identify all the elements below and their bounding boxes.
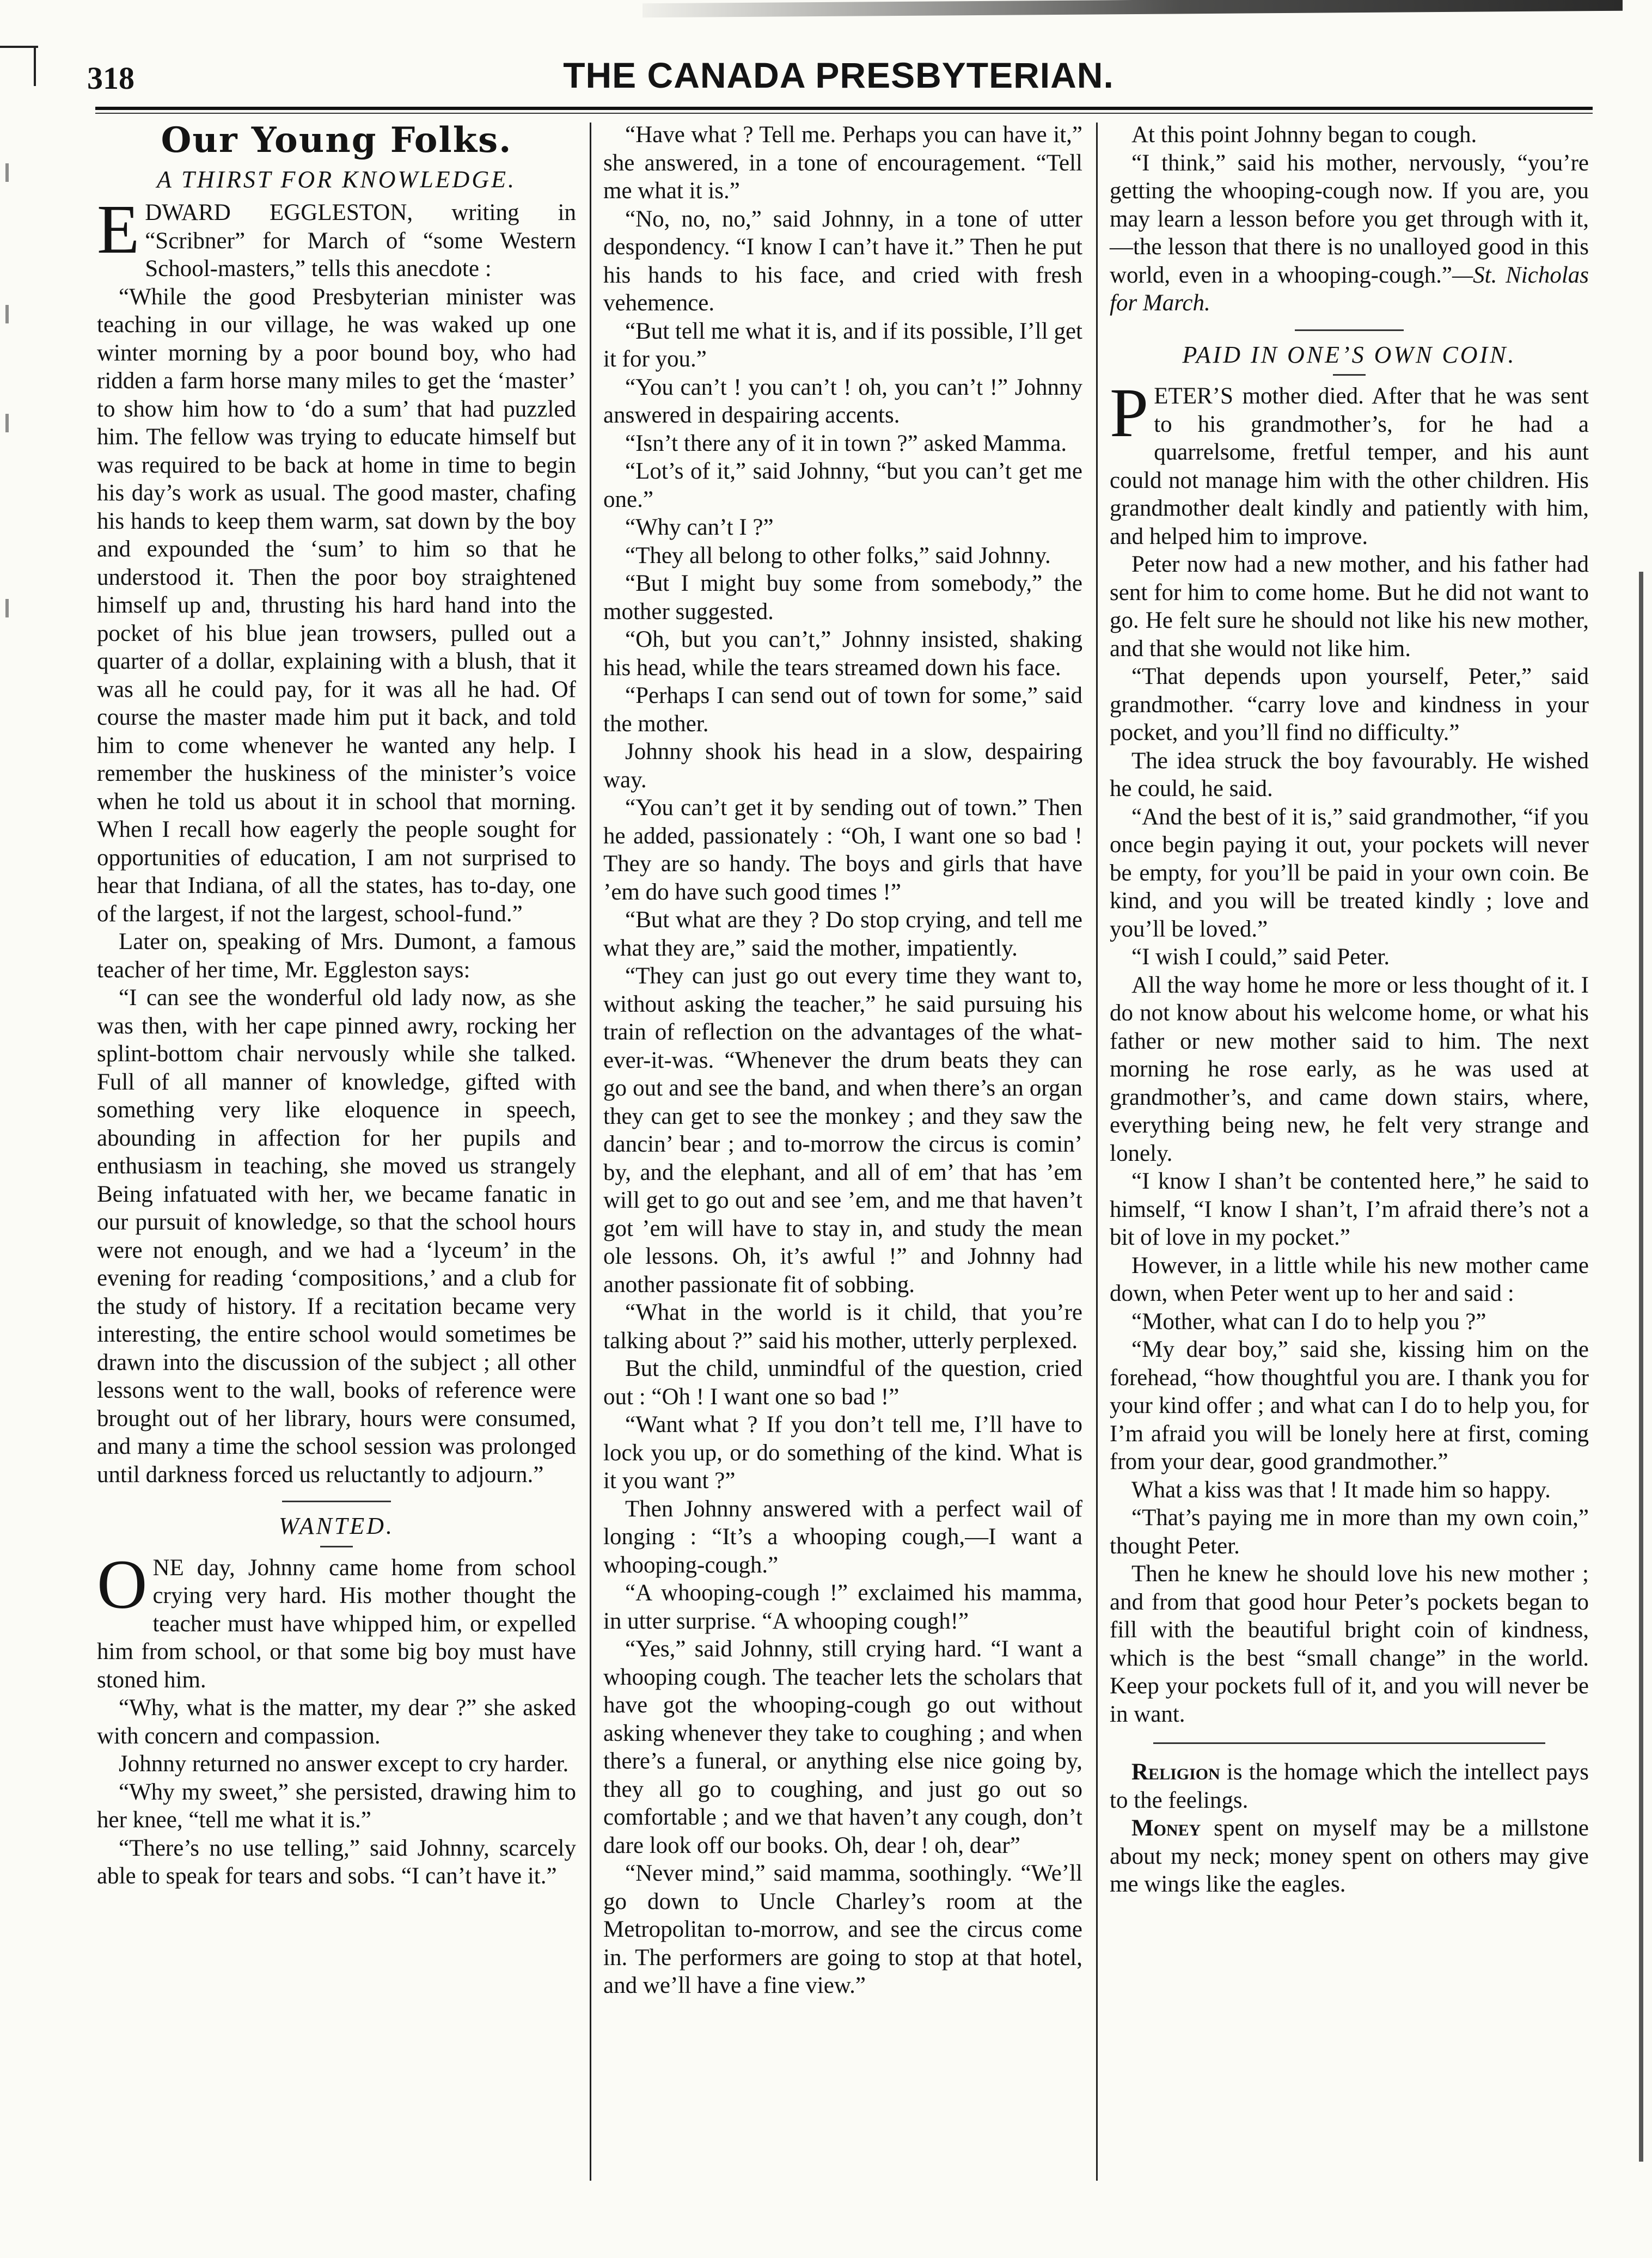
dropcap: E	[97, 191, 140, 268]
column-rule	[1096, 123, 1098, 2181]
page-number: 318	[87, 60, 134, 96]
paragraph: However, in a little while his new mother came down, when Peter went up to her and said :	[1110, 1252, 1589, 1306]
title-dash	[320, 1546, 353, 1547]
paragraph: “Want what ? If you don’t tell me, I’ll have to lock you up, or do something of the kind. What is it you want ?”	[603, 1412, 1082, 1494]
article-title-wanted: WANTED.	[279, 1513, 394, 1539]
source-citation: —St. Nicholas for March.	[1110, 262, 1589, 316]
paragraph: Johnny shook his head in a slow, despairing way.	[603, 739, 1082, 793]
paragraph: Then Johnny answered with a perfect wail of longing : “It’s a whooping cough,—I want a whooping-cough.”	[603, 1496, 1082, 1578]
separator-rule	[282, 1501, 391, 1502]
paragraph: “Lot’s of it,” said Johnny, “but you can’t get me one.”	[603, 458, 1082, 512]
maxim-religion: Religion is the homage which the intellect pays to the feelings.	[1110, 1759, 1589, 1813]
paragraph: “Never mind,” said mamma, soothingly. “We’ll go down to Uncle Charley’s room at the Metropolitan to-morrow, and see the circus come in. The performers are going to stop at that hotel, and we’ll have a fine view.”	[603, 1861, 1082, 1998]
paragraph: “No, no, no,” said Johnny, in a tone of utter despondency. “I know I can’t have it.” Then he put his hands to his face, and cried with fresh vehemence.	[603, 206, 1082, 316]
scan-edge-shadow	[643, 0, 1623, 17]
paragraph: “Why can’t I ?”	[625, 515, 774, 540]
paragraph: “Why, what is the matter, my dear ?” she asked with concern and compassion.	[97, 1695, 576, 1749]
paragraph: Then he knew he should love his new mother ; and from that good hour Peter’s pockets began to fill with the beautiful bright coin of kindness, which is the best “small change” in the world. Keep your pockets full of it, and you will never be in want.	[1110, 1561, 1589, 1727]
paragraph: PETER’S mother died. After that he was sent to his grandmother’s, for he had a quarrelsome, fretful temper, and his aunt could not manage him with the other children. His grandmother dealt kindly and patiently with him, and helped him to improve.	[1110, 374, 1589, 549]
paragraph: “I can see the wonderful old lady now, as she was then, with her cape pinned awry, rocking her splint-bottom chair nervously while she talked. Full of all manner of knowledge, gifted with something very like eloquence in speech, abounding in affection for her pupils and enthusiasm in teaching, she moved us strangely Being infatuated with her, we became fanatic in our pursuit of knowledge, so that the school hours were not enough, and we had a ‘lyceum’ in the evening for reading ‘compositions,’ and a club for the study of history. If a recitation became very interesting, the entire school would sometimes be drawn into the discussion of the subject ; all other lessons went to the wall, books of reference were brought out of her library, hours were consumed, and many a time the school session was prolonged until darkness forced us reluctantly to adjourn.”	[97, 985, 576, 1488]
paragraph: “You can’t get it by sending out of town.” Then he added, passionately : “Oh, I want one so bad ! They are so handy. The boys and girls that have ’em do have such good times !”	[603, 795, 1082, 905]
paragraph: “They all belong to other folks,” said Johnny.	[625, 542, 1051, 568]
maxim-money: Money spent on myself may be a millstone about my neck; money spent on others may give me wings like the eagles.	[1110, 1815, 1589, 1897]
separator-rule	[1295, 329, 1404, 331]
paragraph: What a kiss was that ! It made him so happy.	[1131, 1477, 1551, 1503]
paragraph: “Oh, but you can’t,” Johnny insisted, shaking his head, while the tears streamed down his face.	[603, 627, 1082, 681]
header-rule	[95, 107, 1593, 110]
column-3	[1110, 121, 1589, 1899]
paragraph: ONE day, Johnny came home from school crying very hard. His mother thought the teacher must have whipped him, or expelled him from school, or that some big boy must have stoned him.	[97, 1545, 576, 1693]
paragraph: “Mother, what can I do to help you ?”	[1131, 1308, 1486, 1335]
paragraph: “I think,” said his mother, nervously, “you’re getting the whooping-cough now. If you are, you may learn a lesson before you get through with it,—the lesson that there is no unalloyed good in this world, even in a whooping-cough.”—St. Nicholas for March.	[1110, 150, 1589, 316]
paragraph: “But tell me what it is, and if its possible, I’ll get it for you.”	[603, 318, 1082, 372]
paragraph: “What in the world is it child, that you’re talking about ?” said his mother, utterly perplexed.	[603, 1300, 1082, 1354]
page-header	[87, 54, 1590, 103]
paragraph: Johnny returned no answer except to cry harder.	[119, 1751, 569, 1777]
column-2	[603, 121, 1082, 2000]
paragraph: “Yes,” said Johnny, still crying hard. “I want a whooping cough. The teacher lets the scholars that have got the whooping-cough go out without asking whenever they take to coughing ; and when there’s a funeral, or anything else nice going by, they all go to coughing, and just go out so comfortable ; and we that haven’t any cough, don’t dare look off our books. Oh, dear ! oh, dear”	[603, 1636, 1082, 1858]
paragraph: Peter now had a new mother, and his father had sent for him to come home. But he did not want to go. He felt sure he should not like his new mother, and that she would not like him.	[1110, 552, 1589, 662]
scan-margin-mark	[5, 414, 9, 432]
paragraph: “I wish I could,” said Peter.	[1131, 944, 1390, 970]
dropcap: O	[97, 1545, 148, 1623]
section-title: Our Young Folks.	[161, 120, 512, 161]
masthead-title: THE CANADA PRESBYTERIAN.	[563, 55, 1114, 95]
paragraph: EDWARD EGGLESTON, writing in “Scribner” for March of “some Western School-masters,” tells this anecdote :	[97, 191, 576, 282]
scan-corner-mark-vertical	[34, 48, 36, 86]
scan-margin-mark	[5, 305, 9, 323]
paragraph: “Perhaps I can send out of town for some,” said the mother.	[603, 683, 1082, 737]
paragraph: “They can just go out every time they want to, without asking the teacher,” he said pursuing his train of reflection on the advantages of the what-ever-it-was. “Whenever the drum beats they can go out and see the band, and when there’s an organ they can get to see the monkey ; and they saw the dancin’ bear ; and to-morrow the circus is comin’ by, and the elephant, and all of em’ that has ’em will get to go out and see ’em, and me that haven’t got ’em will have to stay in, and study the mean ole lessons. Oh, it’s awful !” and Johnny had another passionate fit of sobbing.	[603, 963, 1082, 1298]
separator-rule	[1153, 1742, 1545, 1744]
paragraph: “But what are they ? Do stop crying, and tell me what they are,” said the mother, impatiently.	[603, 907, 1082, 961]
title-dash	[1333, 374, 1366, 376]
paragraph: “You can’t ! you can’t ! oh, you can’t !” Johnny answered in despairing accents.	[603, 374, 1082, 428]
paragraph: “There’s no use telling,” said Johnny, scarcely able to speak for tears and sobs. “I can’t have it.”	[97, 1835, 576, 1889]
paragraph: “Have what ? Tell me. Perhaps you can have it,” she answered, in a tone of encouragement. “Tell me what it is.”	[603, 122, 1082, 204]
dropcap: P	[1110, 374, 1149, 451]
paragraph: All the way home he more or less thought of it. I do not know about his welcome home, or what his father or new mother said to him. The next morning he rose early, as he was used at grandmother’s, and came down stairs, where, everything being new, he felt very strange and lonely.	[1110, 972, 1589, 1166]
paragraph: But the child, unmindful of the question, cried out : “Oh ! I want one so bad !”	[603, 1356, 1082, 1410]
article-title-paid: PAID IN ONE’S OWN COIN.	[1182, 341, 1516, 368]
paragraph: “That’s paying me in more than my own coin,” thought Peter.	[1110, 1505, 1589, 1559]
paragraph: “My dear boy,” said she, kissing him on the forehead, “how thoughtful you are. I thank you for your kind offer ; and what can I do to help you, for I’m afraid you will be lonely here at first, coming from your dear, good grandmother.”	[1110, 1337, 1589, 1474]
paragraph: “While the good Presbyterian minister was teaching in our village, he was waked up one winter morning by a poor bound boy, who had ridden a farm horse many miles to get the ‘master’ to show him how to ‘do a sum’ that had puzzled him. The fellow was trying to educate himself but was required to be back at home in time to begin his day’s work as usual. The good master, chafing his hands to keep them warm, sat down by the boy and expounded the ‘sum’ to him so that he understood it. Then the poor boy straightened himself up and, thrusting his hard hand into the pocket of his blue jean trowsers, pulled out a quarter of a dollar, explaining with a blush, that it was all he could pay, for it was all he had. Of course the master made him put it back, and told him to come whenever he wanted any help. I remember the huskiness of the minister’s voice when he told us about it in school that morning. When I recall how eagerly the people sought for opportunities of education, I am not surprised to hear that Indiana, of all the states, has to-day, one of the largest, if not the largest, school-fund.”	[97, 284, 576, 927]
scan-right-edge	[1639, 572, 1643, 2162]
paragraph: “And the best of it is,” said grandmother, “if you once begin paying it out, your pockets will never be empty, for you’ll be paid in your own coin. Be kind, and you will be treated kindly ; love and you’ll be loved.”	[1110, 804, 1589, 942]
paragraph: “I know I shan’t be contented here,” he said to himself, “I know I shan’t, I’m afraid there’s not a bit of love in my pocket.”	[1110, 1168, 1589, 1250]
paragraph: “Why my sweet,” she persisted, drawing him to her knee, “tell me what it is.”	[97, 1779, 576, 1833]
paragraph: “Isn’t there any of it in town ?” asked Mamma.	[625, 430, 1067, 456]
paragraph: At this point Johnny began to cough.	[1131, 122, 1477, 148]
paragraph: “That depends upon yourself, Peter,” said grandmother. “carry love and kindness in your pocket, and you’ll find no difficulty.”	[1110, 664, 1589, 745]
scan-corner-mark	[0, 46, 38, 48]
header-rule-thin	[95, 113, 1593, 114]
paragraph: The idea struck the boy favourably. He wished he could, he said.	[1110, 748, 1589, 801]
paragraph: “But I might buy some from somebody,” the mother suggested.	[603, 571, 1082, 625]
scan-margin-mark	[5, 163, 9, 182]
scan-margin-mark	[5, 599, 9, 617]
column-1	[97, 121, 576, 1890]
paragraph: Later on, speaking of Mrs. Dumont, a famous teacher of her time, Mr. Eggleston says:	[97, 929, 576, 983]
paragraph: “A whooping-cough !” exclaimed his mamma, in utter surprise. “A whooping cough!”	[603, 1580, 1082, 1634]
column-rule	[590, 123, 591, 2181]
article-title-thirst: A THIRST FOR KNOWLEDGE.	[157, 166, 516, 193]
